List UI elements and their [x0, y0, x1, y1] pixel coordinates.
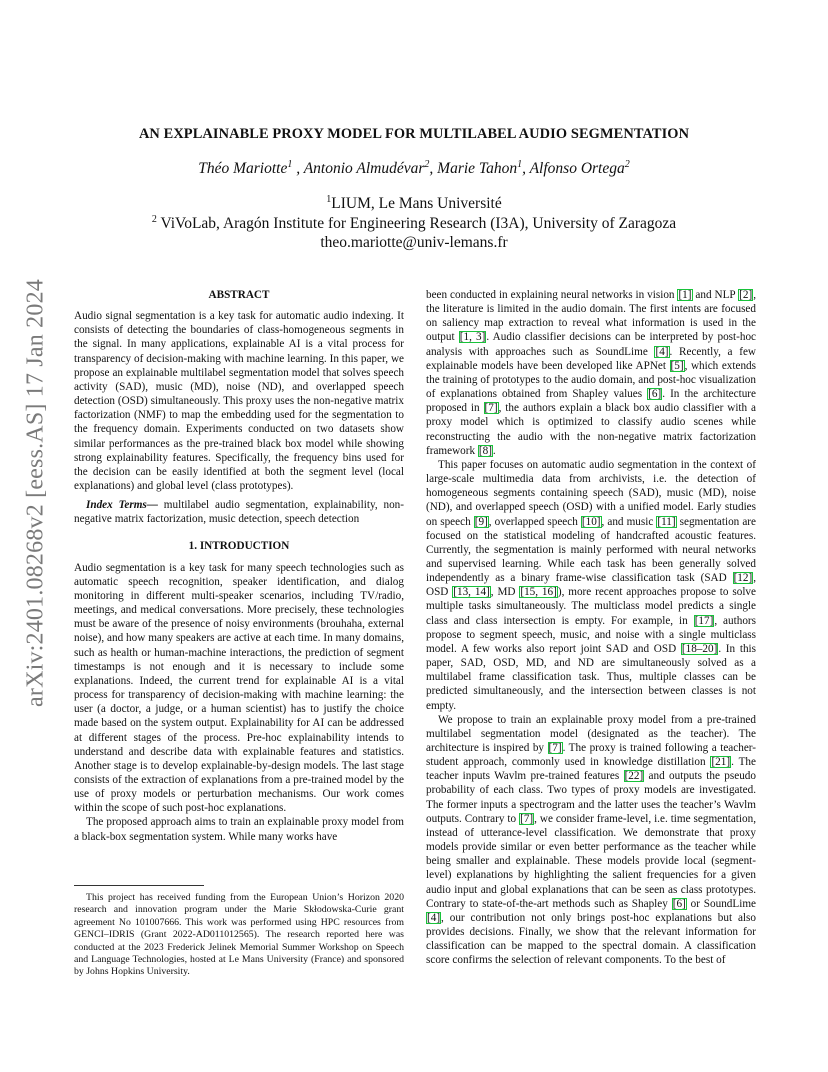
- citation-link[interactable]: [9]: [474, 515, 488, 528]
- intro-paragraph-2: The proposed approach aims to train an explainable proxy model from a black-box segmentation system. While many works have: [74, 816, 404, 843]
- paragraph-text: , our contribution not only brings post-hoc explanations but also provides decisions. Finally, we show that the relevant information for classification can be mapped to the spectral domain. A classification score confirms the selection of relevant components. To the best of: [426, 911, 756, 967]
- citation-link[interactable]: [6]: [648, 388, 662, 401]
- paragraph-text: , the literature is limited in the audio domain. The first intents are focused on saliency map extraction to reveal what information is used in the output: [426, 289, 756, 344]
- abstract-heading: ABSTRACT: [208, 289, 270, 301]
- author-name: Alfonso Ortega: [529, 160, 625, 177]
- author-separator: ,: [522, 160, 530, 177]
- citation-link[interactable]: [6]: [672, 897, 686, 910]
- citation-link[interactable]: [21]: [711, 756, 731, 769]
- right-paragraph-3: [426, 713, 756, 968]
- citation-link[interactable]: [7]: [484, 402, 498, 415]
- abstract-text: Audio signal segmentation is a key task for automatic audio indexing. It consists of detecting the boundaries of class-homogeneous segments in the signal. In many applications, explainable AI is a vital process for transparency of decision-making with machine learning. In this paper, we propose an explainable multilabel segmentation model that solves speech activity (SAD), music (MD), noise (ND), and overlapped speech detection (OSD) simultaneously. This proxy uses the non-negative matrix factorization (NMF) to map the embedding used for the segmentation to the frequency domain. Experiments conducted on two datasets show similar performances as the pre-trained black box model while showing strong explainability features. Specifically, the frequency bins used for the decision can be easily identified at both the segment level (local explanations) and global level (class prototypes).: [74, 310, 404, 493]
- index-terms-label: Index Terms—: [86, 499, 158, 512]
- paragraph-text: We propose to train an explainable proxy model from a pre-trained multilabel segmentation model (designated as the teacher). The architecture is inspired by: [426, 713, 756, 754]
- author-name: Théo Mariotte: [198, 160, 288, 177]
- paper-title: AN EXPLAINABLE PROXY MODEL FOR MULTILABEL AUDIO SEGMENTATION: [138, 126, 690, 142]
- right-column: [426, 288, 756, 968]
- citation-link[interactable]: [10]: [581, 515, 601, 528]
- paragraph-text: , and music: [601, 515, 657, 528]
- citation-link[interactable]: [15, 16]: [520, 586, 557, 599]
- author-list: [0, 160, 828, 178]
- index-terms: [74, 498, 404, 526]
- paragraph-text: .: [492, 444, 496, 457]
- paragraph-text: segmentation are focused on the statistical modeling of handcrafted acoustic features. Currently, the segmentation is mainly performed with neural networks and supervised learning. While each task has been generally solved independently as a binary frame-wise classification task (SAD: [426, 515, 756, 585]
- affiliation-2: $^2$ ViVoLab, Aragón Institute for Engineering Research (I3A), University of Zaragoza: [151, 213, 677, 232]
- paragraph-text: ), more recent approaches propose to solve multiple tasks simultaneously. The multiclass model predicts a single class and class intersection is empty. For example, in: [426, 586, 756, 627]
- citation-link[interactable]: [1]: [678, 289, 692, 301]
- funding-footnote: This project has received funding from the European Union’s Horizon 2020 research and innovation program under the Marie Skłodowska-Curie grant agreement No 101007666. This work was performed using HPC resources from GENCI–IDRIS (Grant 2022-AD011012565). The research reported here was conducted at the 2023 Frederick Jelinek Memorial Summer Workshop on Speech and Language Technologies, hosted at Le Mans University (France) and sponsored by Johns Hopkins University.: [74, 892, 404, 978]
- citation-link[interactable]: [4]: [655, 345, 669, 358]
- affiliations: [0, 194, 828, 253]
- author-affil-mark: 1: [517, 158, 523, 170]
- author-separator: ,: [429, 160, 438, 177]
- paragraph-text: , we consider frame-level, i.e. time segmentation, instead of utterance-level classification. We demonstrate that proxy models provide similar or even better performance as the teacher while being smaller and explainable. These models provide local (segment-level) explanations by highlighting the salient frequencies for a given audio input and global explanations that can be seen as class prototypes. Contrary to state-of-the-art methods such as Shapley: [426, 812, 756, 910]
- paragraph-text: . In this paper, SAD, OSD, MD, and ND are simultaneously solved as a multilabel frame classification task. Thus, multiple classes can be predicted simultaneously, and the intersection between classes is not empty.: [426, 642, 756, 712]
- intro-heading: 1. INTRODUCTION: [188, 539, 290, 552]
- citation-link[interactable]: [2]: [739, 289, 753, 301]
- paragraph-text: . Recently, a few explainable models have been developed like APNet: [426, 345, 756, 372]
- citation-link[interactable]: [11]: [657, 515, 676, 528]
- paragraph-text: or SoundLime: [686, 897, 757, 910]
- right-paragraph-2: [426, 458, 756, 713]
- citation-link[interactable]: [7]: [548, 742, 562, 754]
- author-email[interactable]: theo.mariotte@univ-lemans.fr: [320, 234, 508, 251]
- citation-link[interactable]: [7]: [520, 812, 534, 825]
- citation-link[interactable]: [18–20]: [681, 642, 718, 655]
- paragraph-text: . Audio classifier decisions can be interpreted by post-hoc analysis with approaches such as SoundLime: [426, 331, 756, 358]
- paragraph-text: , OSD: [426, 572, 756, 599]
- author-name: Antonio Almudévar: [303, 160, 425, 177]
- citation-link[interactable]: [8]: [478, 444, 492, 457]
- arxiv-id-text: arXiv:2401.08268v2 [eess.AS] 17 Jan 2024: [22, 278, 49, 707]
- citation-link[interactable]: [4]: [427, 911, 441, 924]
- author-affil-mark: 2: [624, 158, 630, 170]
- paragraph-text: . In the architecture proposed in: [426, 388, 756, 415]
- paragraph-text: , MD: [490, 586, 520, 599]
- paragraph-text: . The teacher inputs Wavlm pre-trained features: [426, 756, 756, 783]
- citation-link[interactable]: [13, 14]: [453, 586, 490, 599]
- intro-paragraph-1: Audio segmentation is a key task for many speech technologies such as automatic speech recognition, speaker identification, and dialog monitoring in different multi-speaker scenarios, including TV/radio, meetings, and medical conversations. More precisely, these technologies must be aware of the presence of noisy environments (brouhaha, external noise), and how many speakers are active at each time. In many domains, such as health or human-machine interactions, the prediction of segment timestamps is not enough and it is necessary to include some explanations. Indeed, the current trend for explainable AI is a vital process for transparency of decision-making with machine learning: the user (a doctor, a judge, or a human scientist) has to justify the choice made based on the system output. Explainability for AI can be addressed at different stages of the process. Pre-hoc explainability intends to understand and describe data with explainable features and statistics. Another stage is to develop explainable-by-design models. The last stage consists of the extraction of explanations from a pre-trained model by the use of proxy models or perturbation mechanisms. Our work comes within the scope of such post-hoc explanations.: [74, 561, 404, 815]
- paragraph-text: been conducted in explaining neural networks in vision: [426, 289, 678, 301]
- citation-link[interactable]: [12]: [733, 572, 753, 585]
- paragraph-text: , the authors explain a black box audio classifier with a proxy model which is optimized to classify audio scenes while reconstructing the audio with the non-negative matrix factorization framework: [426, 402, 756, 457]
- citation-link[interactable]: [1, 3]: [459, 331, 486, 344]
- footnote-area: [74, 885, 404, 979]
- left-column: [74, 288, 404, 844]
- paragraph-text: , overlapped speech: [488, 515, 581, 528]
- paragraph-text: . The proxy is trained following a teacher-student approach, commonly used in knowledge distillation: [426, 742, 757, 769]
- paragraph-text: and NLP: [692, 289, 739, 301]
- citation-link[interactable]: [22]: [624, 770, 644, 783]
- footnote-rule: [74, 885, 204, 886]
- paragraph-text: , authors propose to segment speech, music, and noise with a single multiclass model. A few works also report joint SAD and OSD: [426, 614, 756, 655]
- author-affil-mark: 1: [287, 158, 293, 170]
- author-separator: ,: [292, 160, 304, 177]
- paragraph-text: This paper focuses on automatic audio segmentation in the context of large-scale multimedia data from archivists, i.e. the detection of homogeneous segments containing speech (SAD), music (MD), noise (ND), and overlapped speech (OSD) with a unified model. Early studies on speech: [426, 458, 756, 528]
- affiliation-1: $^1$LIUM, Le Mans Université: [326, 193, 502, 212]
- citation-link[interactable]: [5]: [670, 359, 684, 372]
- right-paragraph-1: [426, 288, 756, 458]
- paragraph-text: and outputs the pseudo probability of each class. Two types of proxy models are investigated. The former inputs a spectrogram and the latter uses the teacher’s Wavlm outputs. Contrary to: [426, 770, 756, 825]
- citation-link[interactable]: [17]: [694, 614, 714, 627]
- author-affil-mark: 2: [424, 158, 430, 170]
- index-terms-text: multilabel audio segmentation, explainability, non-negative matrix factorization, music detection, speech detection: [74, 499, 404, 526]
- author-name: Marie Tahon: [437, 160, 518, 177]
- paragraph-text: , which extends the training of prototypes to the audio domain, and post-hoc visualization of explanations obtained from Shapley values: [426, 359, 757, 401]
- arxiv-identifier: [22, 278, 50, 707]
